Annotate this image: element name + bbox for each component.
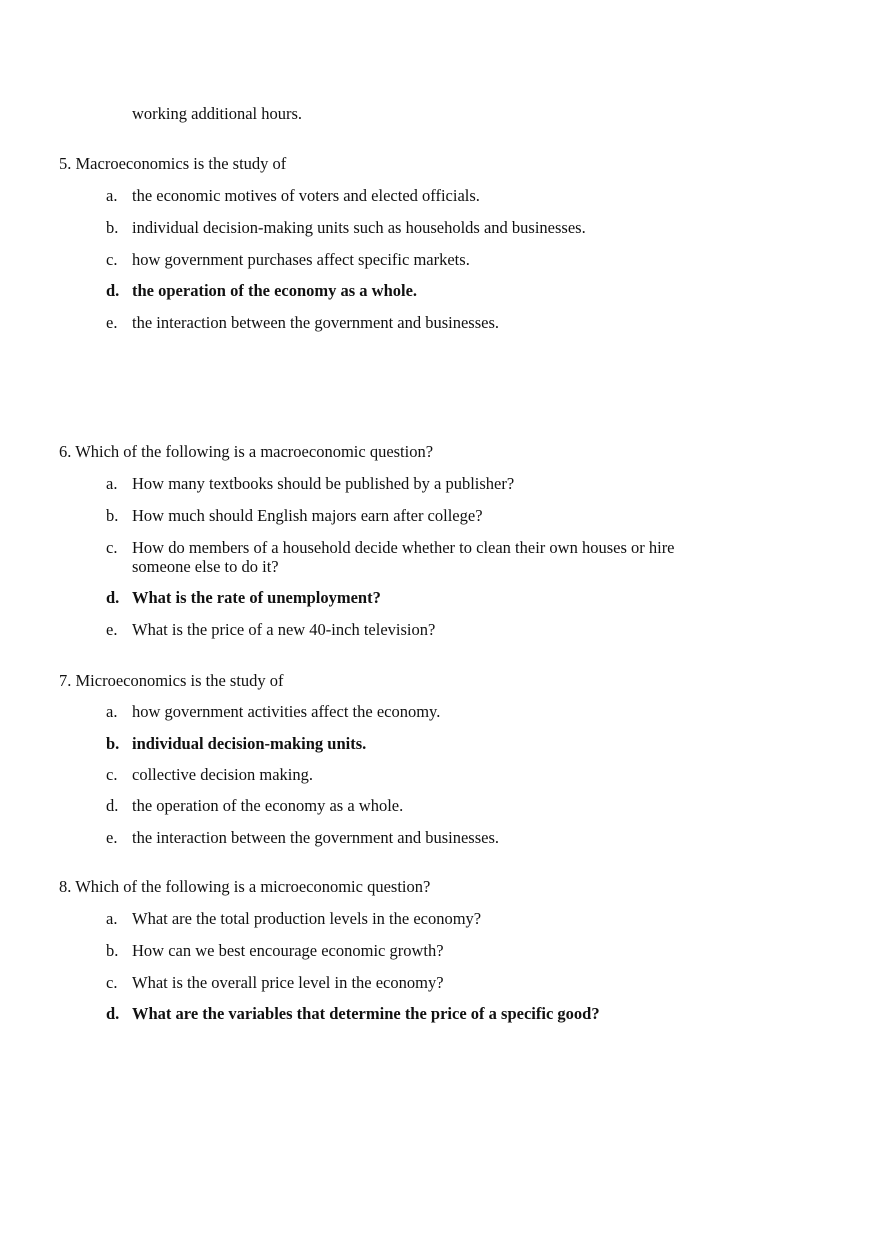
answer-option-d (106, 796, 726, 815)
option-letter: e. (106, 313, 118, 332)
option-text: What is the price of a new 40-inch television? (132, 620, 436, 639)
option-letter: c. (106, 250, 118, 269)
answer-option-e (106, 313, 726, 332)
option-letter: a. (106, 909, 118, 928)
option-letter: c. (106, 765, 118, 784)
question-stem: 8. Which of the following is a microeconomic question? (59, 877, 431, 896)
option-text: individual decision-making units such as households and businesses. (132, 218, 586, 237)
answer-option-e (106, 620, 726, 639)
option-text: What is the rate of unemployment? (132, 588, 381, 607)
option-text: What are the total production levels in the economy? (132, 909, 482, 928)
question-stem: 6. Which of the following is a macroeconomic question? (59, 442, 434, 461)
option-letter: d. (106, 588, 120, 607)
option-text: the operation of the economy as a whole. (132, 796, 404, 815)
option-text: how government activities affect the economy. (132, 702, 441, 721)
question-stem: 5. Macroeconomics is the study of (59, 154, 287, 173)
option-text: How much should English majors earn after college? (132, 506, 483, 525)
option-text: the interaction between the government and businesses. (132, 828, 500, 847)
answer-option-e (106, 828, 726, 847)
option-text: the economic motives of voters and elected officials. (132, 186, 480, 205)
answer-option-c (106, 538, 726, 576)
answer-option-b (106, 941, 726, 960)
question-stem: 7. Microeconomics is the study of (59, 671, 284, 690)
answer-option-b-correct (106, 734, 726, 753)
option-text: the interaction between the government and businesses. (132, 313, 500, 332)
option-letter: a. (106, 474, 118, 493)
answer-option-b (106, 218, 726, 237)
answer-option-a (106, 702, 726, 721)
option-text: individual decision-making units. (132, 734, 367, 753)
option-letter: d. (106, 1004, 120, 1023)
question-6 (59, 442, 839, 639)
option-text: How many textbooks should be published by a publisher? (132, 474, 515, 493)
option-letter: e. (106, 620, 118, 639)
answer-option-a (106, 909, 726, 928)
question-8 (59, 877, 839, 1023)
option-letter: a. (106, 702, 118, 721)
answer-option-c (106, 765, 726, 784)
answer-option-d-correct (106, 1004, 726, 1023)
option-letter: b. (106, 218, 119, 237)
question-7 (59, 671, 839, 847)
answer-option-a (106, 474, 726, 493)
option-letter: d. (106, 281, 120, 300)
option-text: how government purchases affect specific markets. (132, 250, 470, 269)
option-letter: d. (106, 796, 119, 815)
option-letter: b. (106, 734, 120, 753)
answer-option-c (106, 250, 726, 269)
option-letter: a. (106, 186, 118, 205)
option-letter: b. (106, 941, 119, 960)
answer-option-a (106, 186, 726, 205)
option-letter: c. (106, 538, 118, 557)
option-text: How do members of a household decide whether to clean their own houses or hire someone else to do it? (132, 538, 675, 576)
answer-option-d-correct (106, 281, 726, 300)
previous-answer-continuation: working additional hours. (132, 104, 303, 123)
option-text: collective decision making. (132, 765, 313, 784)
option-letter: c. (106, 973, 118, 992)
answer-option-b (106, 506, 726, 525)
option-text: the operation of the economy as a whole. (132, 281, 418, 300)
option-text: How can we best encourage economic growth? (132, 941, 444, 960)
answer-option-c (106, 973, 726, 992)
option-letter: e. (106, 828, 118, 847)
answer-option-d-correct (106, 588, 726, 607)
option-text: What are the variables that determine the price of a specific good? (132, 1004, 600, 1023)
option-letter: b. (106, 506, 119, 525)
option-text: What is the overall price level in the economy? (132, 973, 444, 992)
question-5 (59, 154, 839, 332)
